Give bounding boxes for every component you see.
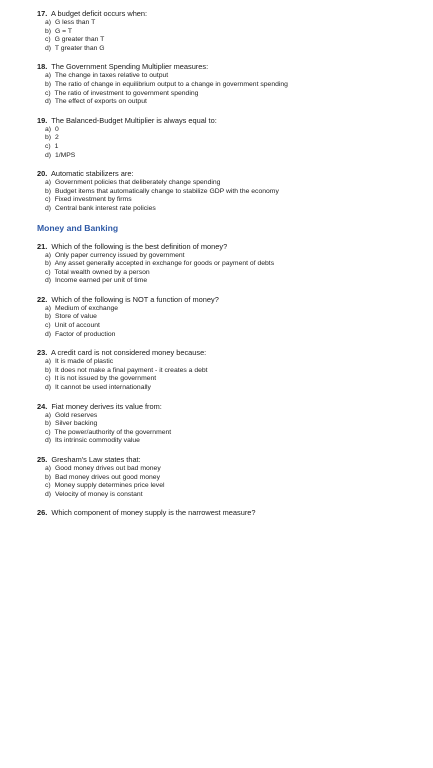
option-text: Income earned per unit of time [54, 277, 148, 285]
option-letter: d) [45, 330, 52, 338]
option-text: Bad money drives out good money [54, 473, 160, 481]
option-letter: b) [45, 80, 52, 88]
option-letter: d) [45, 490, 52, 498]
question-block [37, 9, 423, 53]
option-letter: a) [45, 465, 52, 472]
answer-option [45, 152, 423, 161]
option-text: Medium of exchange [54, 304, 119, 312]
question-block [37, 62, 423, 106]
option-letter: b) [45, 473, 52, 481]
answer-option [45, 134, 423, 143]
answer-option [45, 143, 423, 152]
option-text: The effect of exports on output [54, 98, 147, 106]
option-text: Fixed investment by firms [54, 196, 132, 204]
question-prompt: The Balanced-Budget Multiplier is always equal to: [51, 115, 217, 125]
question-text [37, 169, 423, 179]
question-text [37, 116, 423, 126]
option-text: G less than T [54, 19, 96, 26]
answer-option [45, 358, 423, 367]
question-block [37, 242, 423, 286]
question-number: 25. [37, 455, 48, 464]
question-number: 21. [37, 241, 48, 251]
question-block [37, 455, 423, 499]
question-prompt: Which of the following is NOT a function of money? [51, 294, 219, 304]
answer-option [45, 465, 423, 474]
question-text [37, 348, 423, 358]
option-text: Money supply determines price level [54, 482, 165, 490]
option-letter: c) [45, 89, 51, 97]
option-text: Factor of production [54, 330, 116, 338]
question-prompt: Automatic stabilizers are: [50, 169, 134, 179]
option-text: The change in taxes relative to output [54, 72, 169, 80]
question-number: 17. [37, 9, 48, 18]
answer-option [45, 384, 423, 393]
answer-option [45, 81, 423, 90]
option-letter: b) [45, 27, 52, 35]
option-letter: b) [45, 420, 52, 428]
question-block [37, 402, 423, 446]
option-list [37, 19, 423, 53]
option-text: 2 [54, 134, 59, 142]
answer-option [45, 313, 423, 322]
option-letter: c) [45, 196, 51, 204]
answer-option [45, 90, 423, 99]
option-letter: b) [45, 187, 52, 195]
option-text: Unit of account [54, 322, 100, 330]
option-text: 0 [54, 125, 59, 133]
option-text: Store of value [54, 313, 97, 321]
answer-option [45, 474, 423, 483]
question-block [37, 348, 423, 392]
question-number: 22. [37, 294, 48, 304]
question-text [37, 508, 423, 518]
option-text: Any asset generally accepted in exchange for goods or payment of debts [54, 260, 275, 268]
question-text [37, 402, 423, 412]
question-number: 19. [37, 115, 48, 125]
answer-option [45, 331, 423, 340]
option-list [37, 305, 423, 339]
option-text: The ratio of change in equilibrium output to a change in government spending [54, 80, 288, 88]
question-prompt: Gresham's Law states that: [51, 455, 141, 464]
option-text: Central bank interest rate policies [54, 204, 156, 212]
question-prompt: A budget deficit occurs when: [50, 9, 148, 18]
answer-option [45, 375, 423, 384]
option-list [37, 465, 423, 499]
option-text: Velocity of money is constant [54, 490, 143, 498]
question-block [37, 169, 423, 213]
option-letter: a) [45, 72, 52, 80]
question-text [37, 242, 423, 252]
option-letter: d) [45, 437, 52, 445]
option-letter: d) [45, 204, 52, 212]
option-letter: a) [45, 304, 52, 312]
answer-option [45, 45, 423, 54]
section-heading: Money and Banking [37, 222, 119, 233]
option-text: Total wealth owned by a person [54, 268, 150, 276]
question-number: 26. [37, 508, 48, 518]
option-letter: b) [45, 366, 52, 374]
option-text: 1/MPS [54, 151, 76, 159]
answer-option [45, 19, 423, 28]
question-block [37, 508, 423, 518]
option-list [37, 179, 423, 213]
option-text: It is made of plastic [54, 358, 114, 366]
option-letter: b) [45, 313, 52, 321]
option-text: It is not issued by the government [54, 375, 157, 383]
option-letter: a) [45, 125, 52, 133]
option-letter: c) [45, 268, 51, 276]
option-list [37, 252, 423, 286]
answer-option [45, 98, 423, 107]
answer-option [45, 205, 423, 214]
answer-option [45, 179, 423, 188]
question-number: 23. [37, 348, 48, 358]
option-letter: b) [45, 260, 52, 268]
question-block [37, 295, 423, 339]
option-text: G greater than T [54, 36, 105, 44]
option-text: G = T [54, 27, 72, 35]
option-letter: c) [45, 375, 51, 383]
option-list [37, 126, 423, 160]
option-text: Silver backing [54, 420, 98, 428]
option-text: T greater than G [54, 44, 105, 52]
question-number: 24. [37, 401, 48, 411]
answer-option [45, 260, 423, 269]
option-text: Only paper currency issued by government [54, 251, 185, 259]
option-list [37, 72, 423, 106]
question-prompt: The Government Spending Multiplier measures: [51, 62, 209, 72]
option-letter: a) [45, 19, 52, 26]
answer-option [45, 269, 423, 278]
option-list [37, 412, 423, 446]
answer-option [45, 126, 423, 135]
option-letter: d) [45, 277, 52, 285]
option-letter: d) [45, 98, 52, 106]
question-text [37, 62, 423, 72]
option-letter: c) [45, 36, 51, 44]
answer-option [45, 412, 423, 421]
answer-option [45, 252, 423, 261]
answer-option [45, 482, 423, 491]
question-text [37, 455, 423, 465]
option-letter: c) [45, 482, 51, 490]
question-text [37, 9, 423, 19]
answer-option [45, 322, 423, 331]
question-number: 18. [37, 62, 48, 72]
option-text: Good money drives out bad money [54, 465, 161, 472]
option-text: The power/authority of the government [54, 428, 172, 436]
question-prompt: Which component of money supply is the narrowest measure? [51, 508, 256, 518]
option-text: Gold reserves [54, 411, 98, 419]
option-text: It cannot be used internationally [54, 384, 151, 392]
answer-option [45, 305, 423, 314]
option-text: Budget items that automatically change to stabilize GDP with the economy [54, 187, 279, 195]
option-letter: a) [45, 251, 52, 259]
answer-option [45, 429, 423, 438]
answer-option [45, 420, 423, 429]
answer-option [45, 367, 423, 376]
option-list [37, 358, 423, 392]
answer-option [45, 28, 423, 37]
option-letter: a) [45, 411, 52, 419]
answer-option [45, 196, 423, 205]
option-text: The ratio of investment to government spending [54, 89, 199, 97]
option-letter: d) [45, 151, 52, 159]
question-prompt: Which of the following is the best definition of money? [51, 241, 228, 251]
option-letter: b) [45, 134, 52, 142]
answer-option [45, 491, 423, 500]
option-letter: c) [45, 322, 51, 330]
option-letter: c) [45, 142, 51, 150]
option-text: Government policies that deliberately change spending [54, 179, 221, 187]
option-letter: a) [45, 179, 52, 187]
question-number: 20. [37, 169, 48, 179]
question-prompt: A credit card is not considered money because: [50, 348, 207, 358]
option-letter: c) [45, 428, 51, 436]
option-text: 1 [54, 142, 59, 150]
option-letter: d) [45, 44, 52, 52]
answer-option [45, 277, 423, 286]
option-letter: d) [45, 384, 52, 392]
question-block [37, 116, 423, 160]
answer-option [45, 188, 423, 197]
question-prompt: Fiat money derives its value from: [51, 401, 162, 411]
option-text: It does not make a final payment - it creates a debt [54, 366, 208, 374]
option-text: Its intrinsic commodity value [54, 437, 140, 445]
answer-option [45, 36, 423, 45]
answer-option [45, 72, 423, 81]
answer-option [45, 437, 423, 446]
question-text [37, 295, 423, 305]
option-letter: a) [45, 358, 52, 366]
